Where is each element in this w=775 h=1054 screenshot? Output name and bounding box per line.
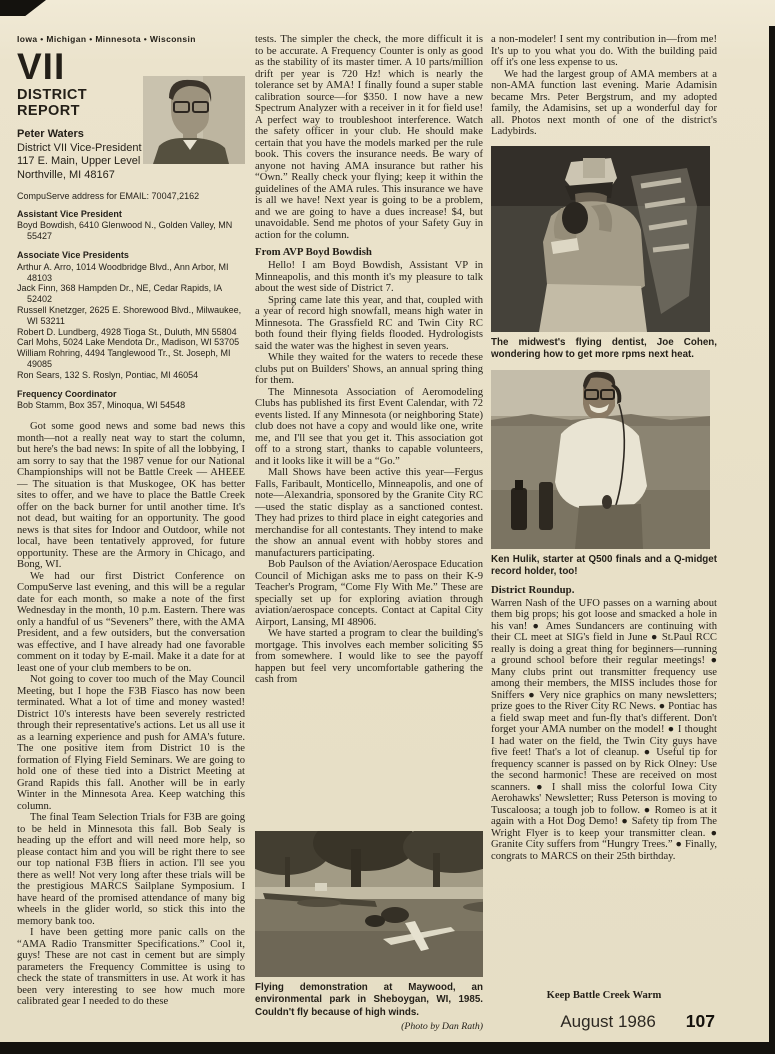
vp-title: District VII Vice-President [17, 141, 142, 154]
vp-address-line1: 117 E. Main, Upper Level [17, 155, 141, 168]
report-header [17, 46, 245, 182]
photo-peter-waters [143, 76, 245, 164]
associate-vp-entry: Ron Sears, 132 S. Roslyn, Pontiac, MI 46054 [17, 369, 199, 380]
article-paragraph: We had our first District Conference on CompuServe last evening, and this will be a regular date for each month, so make a note of the first Wednesday in the month, 10 p.m. Eastern. There was only a handful of us “Seveners” there, with the AMA President, and a few outsiders, but the conversation was effective, and I have already had one favorable comment on it today by E-mail. Make it a date for at least one of your club members to be on. [17, 570, 245, 674]
maywood-photo-credit: (Photo by Dan Rath) [401, 1021, 483, 1032]
article-paragraph: While they waited for the waters to recede these clubs put on Builders' Shows, an annual spring thing for them. [255, 352, 483, 386]
article-paragraph: The final Team Selection Trials for F3B are going to be held in Minnesota this fall. Bob Sealy is heading up the effort and will need more help, so please contact him and you will be right there to see our top national F3B fliers in action. I'll see you there as well! Not very long after these trials will be the prestigious MARCS Sailplane Symposium. I have heard of the promised attendance of many big wheels in the glider world, so stick this into the memory bank too. [17, 812, 245, 927]
article-paragraph-continuation: tests. The simpler the check, the more difficult it is to be accurate. A Frequency Counter is only as good as the stability of its master timer. A 10 parts/million drift per year is 720 Hz! which is nearly the tolerance set by AMA! I finally found a super stable calibration source—for $350. I now have a new Spectrum Analyzer with a receiver in it for field use! A perfect way to troubleshoot interference. Watch the safety officer in your club. He should make certain that you have the models marked per the rule book. This covers the insurance needs. Be wary of anyone not having AMA insurance but rather his “Own.” Really check your flying; keep it within the guidelines of the AMA rules. This insurance we have is all we have! Next year is going to be a problem, and we are going to have a dues increase! $4, but unavoidable. Send me photos of your Safety Guy in action for the column. [255, 34, 483, 241]
article-paragraph: Got some good news and some bad news this month—not a really neat way to start the column, but here's the bad news: In spite of all the lobbying, I am sorry to say that the 1987 venue for our National Championships will not be Battle Creek — AHEEE— The situation is that Muskogee, OK has better sites to offer, and we have to place the Battle Creek offer on the back burner for until another time. It's not dead, but waiting for an opportunity. The good news is that sites for Indoor and Outdoor, while not local, have been tentatively approved, for future opportunity. These are the Armory in Chicago, and Bong, WI. [17, 421, 245, 571]
frequency-coordinator-entry: Bob Stamm, Box 357, Minoqua, WI 54548 [17, 399, 186, 410]
associate-vps-heading: Associate Vice Presidents [17, 249, 129, 260]
maywood-photo-block [255, 831, 483, 1032]
photo-joe-cohen [491, 146, 710, 332]
associate-vp-entry: Arthur A. Arro, 1014 Woodbridge Blvd., Ann Arbor, MI 48103 [17, 261, 229, 283]
district-roundup-heading: District Roundup. [491, 583, 575, 596]
article-paragraph: We had the largest group of AMA members at a non-AMA function last evening. Marie Adamisin became Mrs. Peter Bergstrum, and my adopted family, the Adamisins, set up a wonderful day for all. Photos next month of one of the district's Ladybirds. [491, 68, 717, 137]
ken-hulik-caption: Ken Hulik, starter at Q500 finals and a Q-midget record holder, too! [491, 554, 717, 578]
page-title: DISTRICT REPORT [17, 87, 88, 120]
article-paragraph: Not going to cover too much of the May Council Meeting, but I hope the F3B Fiasco has now been terminated. What a lot of time and money wasted! District 10's interests have been severely restricted through their representative's actions. Let us all use it as a learning experience and push for AMA's future. The one positive item from District 10 is the formation of Flying Field Seminars. We are going to hold one of these tied into a District Meeting at Grand Rapids this fall. Another will be in early Winter in the Minnesota Area. Keep watching this column. [17, 674, 245, 812]
article-paragraph: We have started a program to clear the building's mortgage. This involves each member soliciting $5 from somewhere. I would like to see the payoff happen but feel very uncomfortable gathering the cash from [255, 628, 483, 685]
district-states-line: Iowa • Michigan • Minnesota • Wisconsin [17, 34, 196, 44]
frequency-coordinator-heading: Frequency Coordinator [17, 388, 117, 399]
associate-vp-entry: William Rohring, 4494 Tanglewood Tr., St. Joseph, MI 49085 [17, 348, 231, 370]
article-paragraph: Bob Paulson of the Aviation/Aerospace Education Council of Michigan asks me to pass on their K-9 Teacher's Program, “Come Fly With Me.” These are specially set up for exploring aviation through aviation/aerospace concepts. Contact at Capital City Airport, Lansing, MI 48906. [255, 559, 483, 628]
left-column [17, 34, 245, 1032]
vp-name: Peter Waters [17, 128, 84, 141]
associate-vp-entry: Russell Knetzger, 2625 E. Shorewood Blvd., Milwaukee, WI 53211 [17, 305, 242, 326]
associate-vp-entry: Jack Finn, 368 Hampden Dr., NE, Cedar Rapids, IA 52402 [17, 283, 222, 305]
vp-address-line2: Northville, MI 48167 [17, 168, 115, 181]
scan-edge-top-left [0, 0, 46, 16]
assistant-vp-entry: Boyd Bowdish, 6410 Glenwood N., Golden Valley, MN 55427 [17, 220, 233, 242]
report-header-text [17, 46, 143, 182]
associate-vp-entry: Carl Mohs, 5024 Lake Mendota Dr., Madison, WI 53705 [17, 337, 240, 348]
right-column [491, 34, 717, 1032]
associate-vps-list [17, 262, 245, 381]
article-paragraph: The Minnesota Association of Aeromodeling Clubs has published its first Event Calendar, with 72 events listed. If any Minnesota (or neighboring State) club does not have a copy and would like one, write me, and I'll see that you get it. This association got off to a strong start, thanks to capable volunteers, and it looks like it will be a “Go.” [255, 386, 483, 467]
assistant-vp-heading: Assistant Vice President [17, 209, 122, 220]
article-paragraph: Mall Shows have been active this year—Fergus Falls, Faribault, Monticello, Minneapolis, and one of note—Alexandria, sponsored by the Granite City RC—used the static display as a sanctioned contest. They had prizes to third place in eight categories and merchandise for all contestants. They intend to make the show an annual event with hobby stores and manufacturers participating. [255, 467, 483, 559]
vp-contact-block [17, 128, 143, 182]
joe-cohen-caption: The midwest's flying dentist, Joe Cohen, wondering how to get more rpms next heat. [491, 336, 717, 360]
closing-line: Keep Battle Creek Warm [546, 990, 662, 1001]
article-paragraph: Hello! I am Boyd Bowdish, Assistant VP in Minneapolis, and this month it's my pleasure to talk about the west side of District 7. [255, 260, 483, 294]
district-number: VII [17, 46, 66, 87]
middle-column [255, 34, 483, 1032]
issue-date: August 1986 [560, 1012, 656, 1031]
photo-ken-hulik [491, 370, 710, 549]
scan-edge-right [769, 26, 775, 1054]
scan-edge-bottom [0, 1042, 775, 1054]
page-number: 107 [685, 1011, 715, 1031]
associate-vp-entry: Robert D. Lundberg, 4928 Tioga St., Duluth, MN 55804 [17, 326, 237, 337]
column-footer [491, 990, 717, 1032]
article-paragraph-continuation: a non-modeler! I sent my contribution in—from me! It's up to you what you do. With the building paid off it's one less expense to us. [491, 34, 717, 68]
article-paragraph: I have been getting more panic calls on the “AMA Radio Transmitter Specifications.” Cool it, guys! These are not cast in cement but are simply parameters the Frequency Committee is using to check the state of transmitters in use. At work it has been very interesting to see how much more calibrated gear I needed to do these [17, 927, 245, 1008]
left-column-body [17, 421, 245, 1008]
page-footer [491, 1011, 717, 1032]
photo-maywood-demo [255, 831, 483, 977]
email-line: CompuServe address for EMAIL: 70047,2162 [17, 191, 200, 202]
avp-section-heading: From AVP Boyd Bowdish [255, 246, 372, 258]
maywood-photo-caption: Flying demonstration at Maywood, an environmental park in Sheboygan, WI, 1985. Couldn't fly because of high winds. [255, 982, 483, 1018]
district-roundup-text: Warren Nash of the UFO passes on a warning about them big props; his got loose and smacked a hole in his van! ● Ames Sundancers are continuing with their CL meet at SIG's field in June ● St.Paul RCC really is doing a great thing for beginners—running a ground school before their regular meetings! ● Many clubs print out transmitter frequency use among their members, the MISS includes those for Sniffers ● Very nice graphics on many newsletters; prize goes to the River City RC News. ● Pontiac has a field swap meet and fun-fly that's different. Don't forget your AMA number on the model! ● I thought I had water on the field, the Twin City guys have five feet! That's a lot of cleanup. ● Useful tip for frequency scanner is passed on by Rick Olney: Use the second harmonic! These are received on most scanners. ● I shall miss the colorful Iowa City Aerohawks' Newsletter; Russ Peterson is moving to Tuscaloosa; a tough job to follow. ● Romeo is at it again with a Hot Dog Demo! ● Safety tip from The Wright Flyer is to keep your transmitter clean. ● Granite City suffers from “Hungry Trees.” ● Finally, congrats to MARCS on their 25th birthday. [491, 597, 717, 862]
article-paragraph: Spring came late this year, and that, coupled with a year of record high snowfall, means high water in Minnesota. The Grassfield RC and Twin City RC both found their flying fields flooded. Hydrologists said the water was the highest in seven years. [255, 294, 483, 352]
